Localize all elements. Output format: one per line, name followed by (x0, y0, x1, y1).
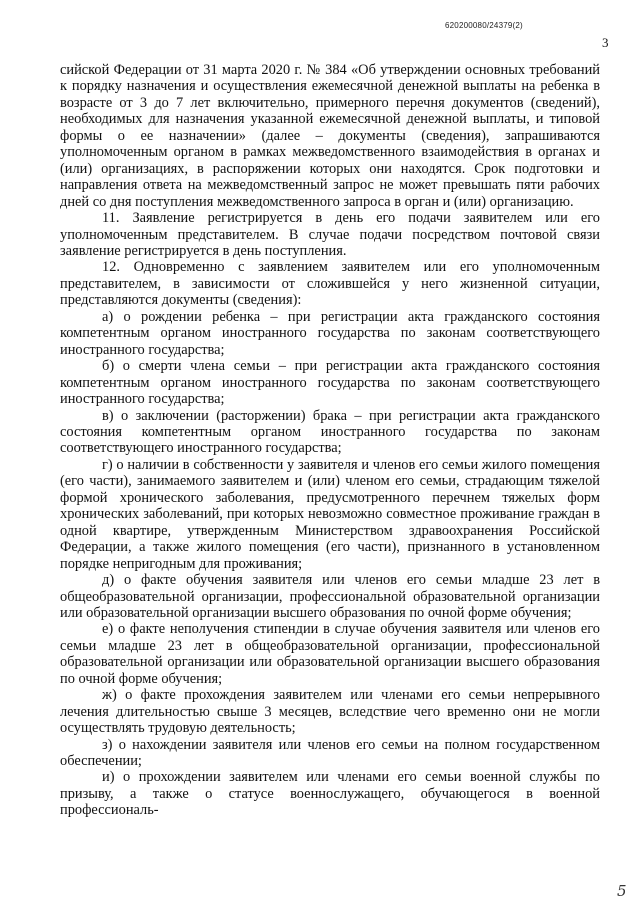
document-body (60, 62, 600, 819)
list-item-g: г) о наличии в собственности у заявителя и членов его семьи жилого помещения (его части), занимаемого заявителем и (или) членом его семьи, страдающим тяжелой формой хронического заболевания, предусмотренного перечнем тяжелых форм хронических заболеваний, при которых невозможно совместное проживание граждан в одной квартире, утвержденным Министерством здравоохранения Российской Федерации, а также жилого помещения (его части), признанного в установленном порядке непригодным для проживания; (60, 456, 600, 572)
list-item-i: и) о прохождении заявителем или членами его семьи военной службы по призыву, а также о статусе военнослужащего, обучающегося в военной профессиональ- (60, 769, 600, 819)
document-registration-number: 620200080/24379(2) (445, 21, 523, 30)
paragraph-clause-11: 11. Заявление регистрируется в день его подачи заявителем или его уполномоченным представителем. В случае подачи посредством почтовой связи заявление регистрируется в день поступления. (60, 210, 600, 259)
paragraph-clause-12: 12. Одновременно с заявлением заявителем или его уполномоченным представителем, в зависимости от сложившейся у него жизненной ситуации, представляются документы (сведения): (60, 259, 600, 309)
paragraph-continuation: сийской Федерации от 31 марта 2020 г. № 384 «Об утверждении основных требований к порядку назначения и осуществления ежемесячной денежной выплаты на ребенка в возрасте от 3 до 7 лет включительно, примерного перечня документов (сведений), необходимых для назначения указанной ежемесячной денежной выплаты, и типовой формы о ее назначении» (далее – документы (сведения), запрашиваются уполномоченным органом в рамках межведомственного взаимодействия в органах и (или) организациях, в распоряжении которых они находятся. Срок подготовки и направления ответа на межведомственный запрос не может превышать пяти рабочих дней со дня поступления межведомственного запроса в орган и (или) организацию. (60, 62, 600, 210)
handwritten-page-mark: 5 (617, 882, 627, 900)
list-item-e: е) о факте неполучения стипендии в случае обучения заявителя или членов его семьи младше 23 лет в общеобразовательной организации, профессиональной образовательной организации или образовательной организации высшего образования по очной форме обучения; (60, 621, 600, 687)
list-item-a: а) о рождении ребенка – при регистрации акта гражданского состояния компетентным органом иностранного государства по законам соответствующего иностранного государства; (60, 308, 600, 358)
list-item-d: д) о факте обучения заявителя или членов его семьи младше 23 лет в общеобразовательной организации, профессиональной образовательной организации или образовательной организации высшего образования по очной форме обучения; (60, 572, 600, 621)
list-item-zh: ж) о факте прохождения заявителем или членами его семьи непрерывного лечения длительностью свыше 3 месяцев, вследствие чего временно они не могли осуществлять трудовую деятельность; (60, 687, 600, 737)
list-item-b: б) о смерти члена семьи – при регистрации акта гражданского состояния компетентным органом иностранного государства по законам соответствующего иностранного государства; (60, 358, 600, 408)
list-item-z: з) о нахождении заявителя или членов его семьи на полном государственном обеспечении; (60, 736, 600, 770)
list-item-v: в) о заключении (расторжении) брака – при регистрации акта гражданского состояния компетентным органом иностранного государства по законам соответствующего иностранного государства; (60, 407, 600, 457)
page-number: 3 (602, 35, 609, 50)
